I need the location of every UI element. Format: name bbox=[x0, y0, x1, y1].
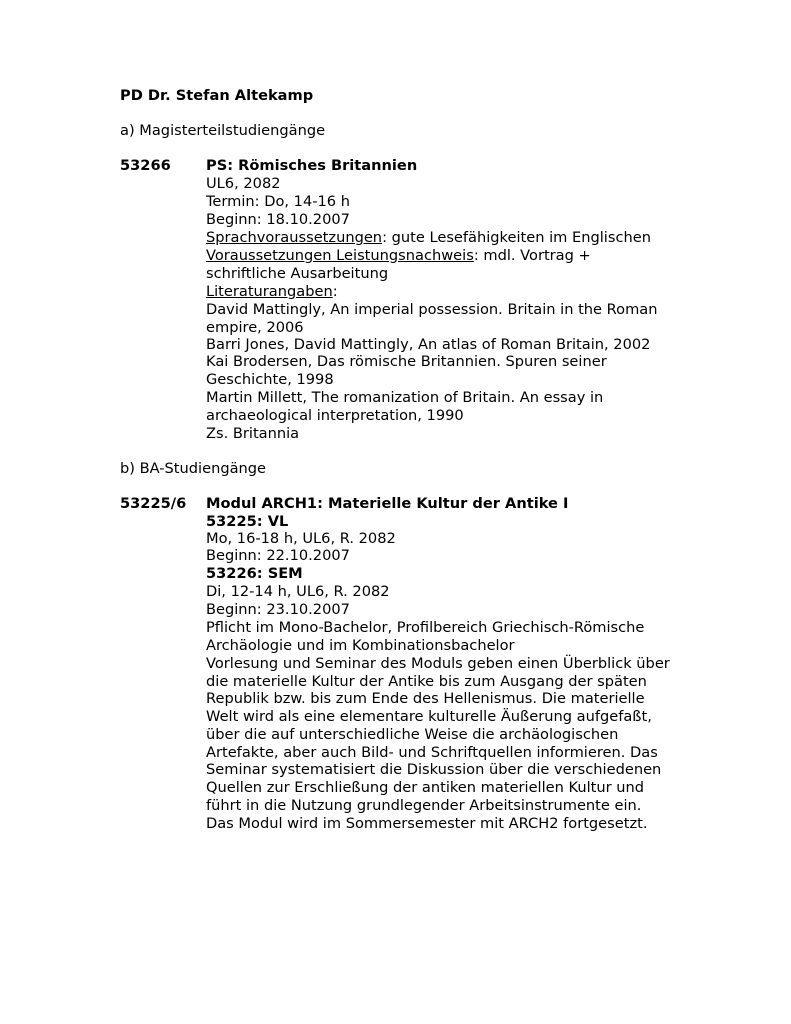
literature-heading bbox=[206, 283, 338, 301]
literature-line: Kai Brodersen, Das römische Britannien. Spuren seiner bbox=[206, 353, 607, 370]
language-requirements-label: Sprachvoraussetzungen bbox=[206, 229, 383, 246]
description-line: führt in die Nutzung grundlegender Arbeitsinstrumente ein. bbox=[206, 797, 642, 814]
literature-line: David Mattingly, An imperial possession. Britain in the Roman bbox=[206, 301, 658, 318]
description-line: Artefakte, aber auch Bild- und Schriftquellen informieren. Das bbox=[206, 744, 658, 761]
literature-line: empire, 2006 bbox=[206, 319, 304, 336]
literature-line: archaeological interpretation, 1990 bbox=[206, 407, 464, 424]
literature-line: Geschichte, 1998 bbox=[206, 371, 334, 388]
description-line: Pflicht im Mono-Bachelor, Profilbereich Griechisch-Römische bbox=[206, 619, 645, 636]
assessment-requirements bbox=[206, 247, 591, 265]
description-line: Quellen zur Erschließung der antiken materiellen Kultur und bbox=[206, 779, 645, 796]
seminar-beginn: Beginn: 23.10.2007 bbox=[206, 601, 350, 618]
seminar-code: 53226: SEM bbox=[206, 565, 303, 582]
section-a-heading: a) Magisterteilstudiengänge bbox=[120, 122, 326, 139]
description-line: Vorlesung und Seminar des Moduls geben einen Überblick über bbox=[206, 655, 670, 672]
description-line: Republik bzw. bis zum Ende des Hellenismus. Die materielle bbox=[206, 690, 645, 707]
literature-line: Barri Jones, David Mattingly, An atlas of Roman Britain, 2002 bbox=[206, 336, 651, 353]
description-line: Das Modul wird im Sommersemester mit ARCH2 fortgesetzt. bbox=[206, 815, 648, 832]
lecture-beginn: Beginn: 22.10.2007 bbox=[206, 547, 350, 564]
course-termin: Termin: Do, 14-16 h bbox=[206, 193, 350, 210]
language-requirements-value: : gute Lesefähigkeiten im Englischen bbox=[382, 229, 651, 246]
lecture-time: Mo, 16-18 h, UL6, R. 2082 bbox=[206, 530, 396, 547]
module-code: 53225/6 bbox=[120, 495, 187, 512]
description-line: Seminar systematisiert die Diskussion über die verschiedenen bbox=[206, 761, 662, 778]
language-requirements bbox=[206, 229, 651, 247]
assessment-requirements-cont: schriftliche Ausarbeitung bbox=[206, 265, 389, 282]
literature-label: Literaturangaben bbox=[206, 283, 333, 300]
assessment-requirements-value: : mdl. Vortrag + bbox=[473, 247, 591, 264]
description-line: Archäologie und im Kombinationsbachelor bbox=[206, 637, 515, 654]
literature-line: Martin Millett, The romanization of Britain. An essay in bbox=[206, 389, 604, 406]
assessment-requirements-label: Voraussetzungen Leistungsnachweis bbox=[206, 247, 474, 264]
lecture-code: 53225: VL bbox=[206, 513, 289, 530]
course-code: 53266 bbox=[120, 157, 171, 174]
author-heading: PD Dr. Stefan Altekamp bbox=[120, 87, 314, 104]
course-beginn: Beginn: 18.10.2007 bbox=[206, 211, 350, 228]
description-line: Welt wird als eine elementare kulturelle Äußerung aufgefaßt, bbox=[206, 708, 652, 725]
module-title: Modul ARCH1: Materielle Kultur der Antike I bbox=[206, 495, 569, 512]
literature-line: Zs. Britannia bbox=[206, 425, 300, 442]
literature-colon: : bbox=[332, 283, 338, 300]
course-room: UL6, 2082 bbox=[206, 175, 281, 192]
course-title: PS: Römisches Britannien bbox=[206, 157, 418, 174]
description-line: über die auf unterschiedliche Weise die archäologischen bbox=[206, 726, 619, 743]
description-line: die materielle Kultur der Antike bis zum Ausgang der späten bbox=[206, 673, 647, 690]
section-b-heading: b) BA-Studiengänge bbox=[120, 460, 267, 477]
seminar-time: Di, 12-14 h, UL6, R. 2082 bbox=[206, 583, 390, 600]
